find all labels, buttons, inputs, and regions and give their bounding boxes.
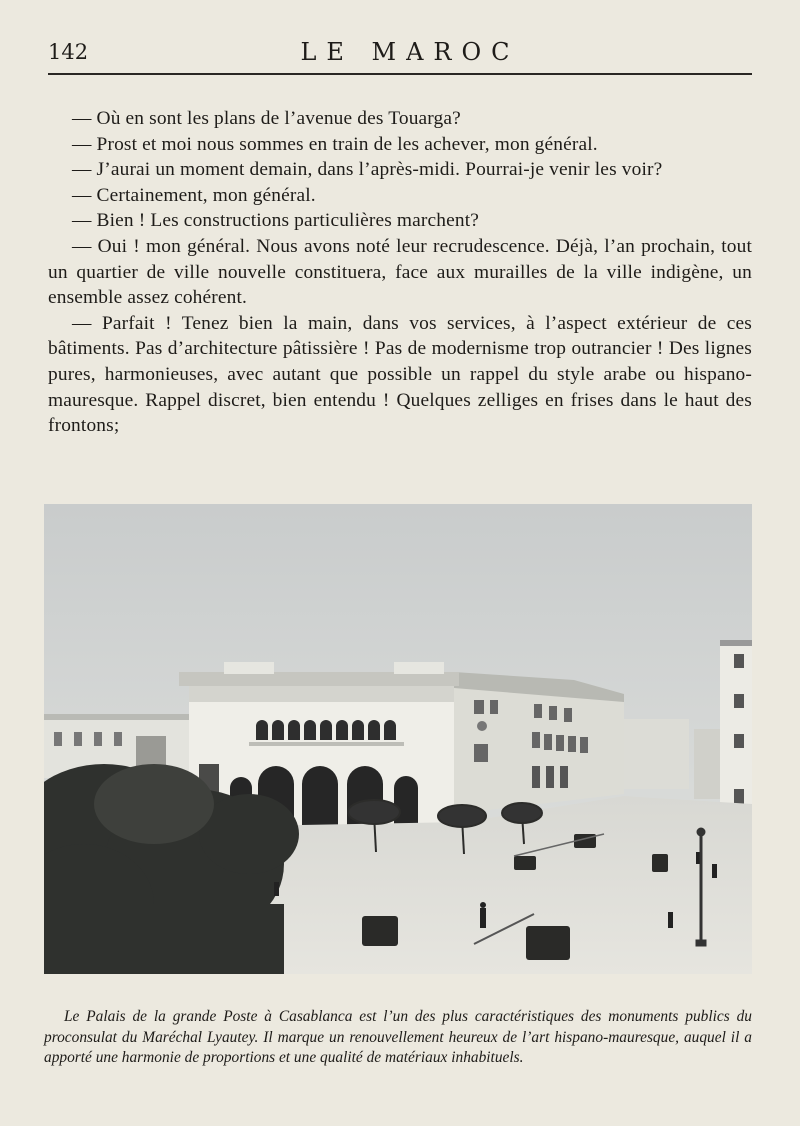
photo-illustration: [44, 504, 752, 974]
paragraph: — Bien ! Les constructions particulières marchent?: [72, 210, 480, 232]
paragraph: — J’aurai un moment demain, dans l’après-midi. Pourrai-je venir les voir?: [72, 159, 663, 181]
page-header: [48, 36, 752, 72]
figure-caption: Le Palais de la grande Poste à Casablanca est l’un des plus caractéristiques des monuments publics du proconsulat du Maréchal Lyautey. Il marque un renouvellement heureux de l’art hispano-mauresque, auquel il a apporté une harmonie de proportions et une qualité de matériaux inhabituels.: [44, 1008, 752, 1066]
paragraph: — Oui ! mon général. Nous avons noté leur recrudescence. Déjà, l’an prochain, tout un quartier de ville nouvelle constituera, face aux murailles de la ville indigène, un ensemble assez cohérent.: [48, 235, 752, 309]
header-rule: [48, 73, 752, 75]
paragraph: — Certainement, mon général.: [72, 184, 316, 206]
paragraph: — Où en sont les plans de l’avenue des Touarga?: [72, 108, 461, 129]
paragraph: — Parfait ! Tenez bien la main, dans vos services, à l’aspect extérieur de ces bâtiments. Pas d’architecture pâtissière ! Pas de modernisme trop outrancier ! Des lignes pures, harmonieuses, avec autant que possible un rappel du style arabe ou hispano-mauresque. Rappel discret, bien entendu ! Quelques zelliges en frises dans le haut des frontons;: [48, 312, 752, 437]
trees-foreground: [44, 764, 299, 974]
paragraph: — Prost et moi nous sommes en train de les achever, mon général.: [72, 133, 598, 155]
running-title: LE MAROC: [300, 38, 520, 66]
body-text: [48, 106, 752, 439]
page-number: 142: [48, 40, 89, 64]
photograph-grande-poste: [44, 504, 752, 974]
